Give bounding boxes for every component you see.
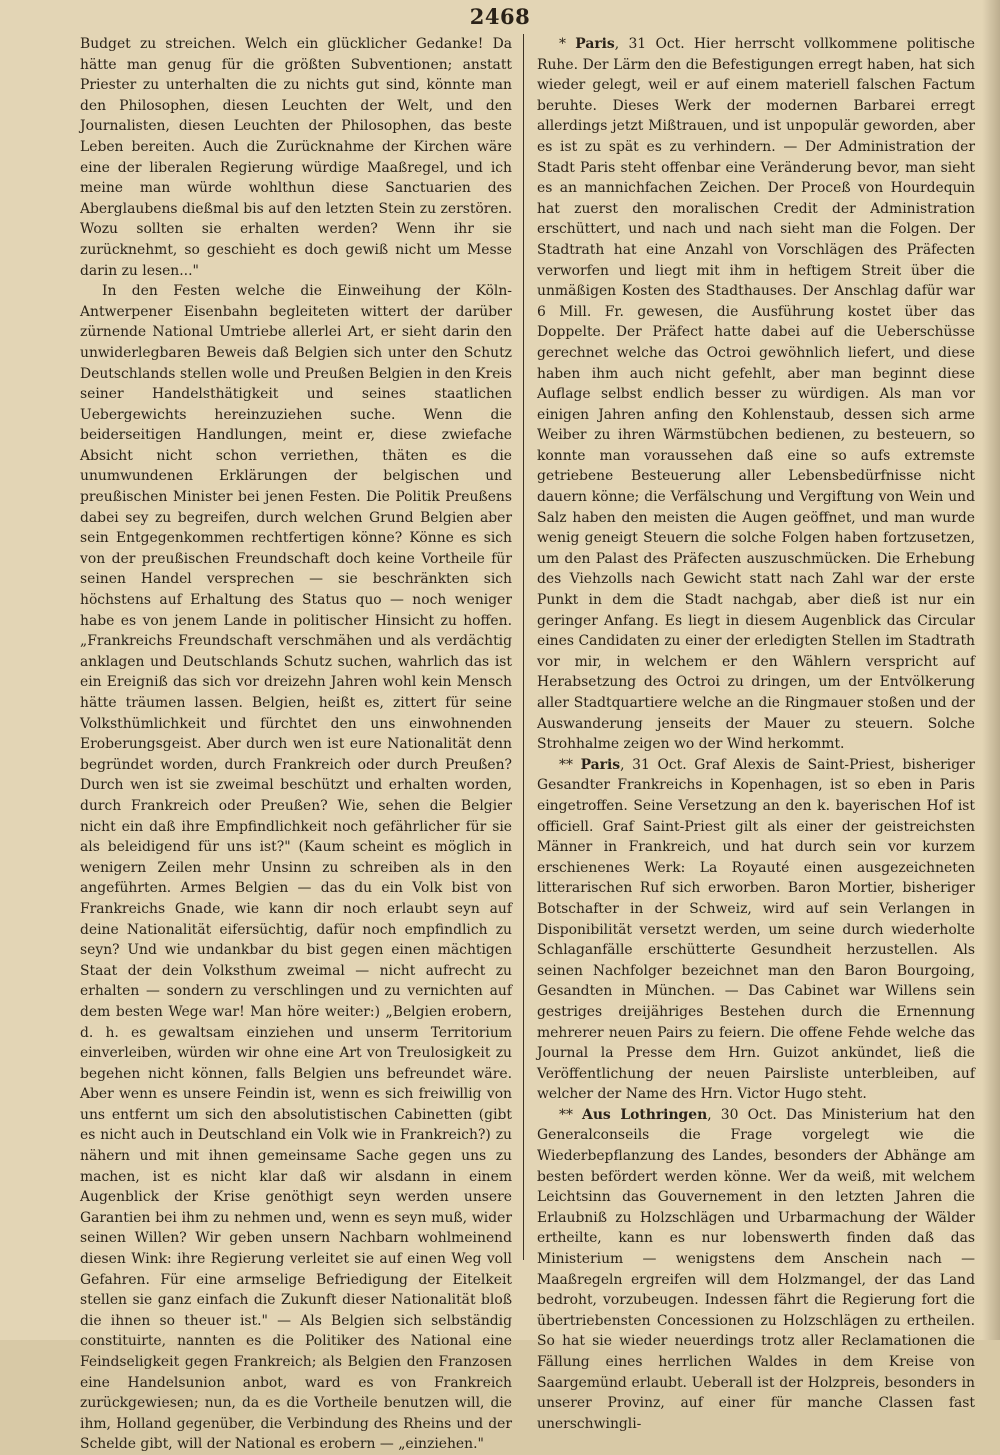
item-marker: * — [559, 36, 576, 52]
article-paragraph: In den Festen welche die Einweihung der Köln-Antwerpener Eisenbahn begleiteten wittert der darüber zürnende National Umtriebe allerlei Art, er sieht darin den unwiderlegbaren Beweis daß Belgien sich unter den Schutz Deutschlands stellen wolle und Preußen Belgien in den Kreis seiner Handelsthätigkeit und seines staatlichen Uebergewichts hereinzuziehen suche. Wenn die beiderseitigen Handlungen, meint er, diese zwiefache Absicht nicht schon verriethen, thäten es die unumwundenen Erklärungen der belgischen und preußischen Minister bei jenen Festen. Die Politik Preußens dabei sey zu begreifen, durch welchen Grund Belgien aber sein Entgegenkommen rechtfertigen könne? Könne es sich von der preußischen Freundschaft doch keine Vortheile für seinen Handel versprechen — sie beschränkten sich höchstens auf Erhaltung des Status quo — noch weniger habe es von jenem Lande in politischer Hinsicht zu hoffen. „Frankreichs Freundschaft verschmähen und als verdächtig anklagen und Deutschlands Schutz suchen, wahrlich das ist ein Ereigniß das sich vor dreizehn Jahren wohl kein Mensch hätte träumen lassen. Belgien, heißt es, zittert für seine Volksthümlichkeit und fürchtet den uns einwohnenden Eroberungsgeist. Aber durch wen ist eure Nationalität denn begründet worden, durch Frankreich oder durch Preußen? Durch wen ist sie zweimal beschützt und erhalten worden, durch Frankreich oder Preußen? Wie, sehen die Belgier nicht ein daß ihre Empfindlichkeit noch gefährlicher für sie als beleidigend für uns ist?" (Kaum scheint es möglich in wenigern Zeilen mehr Unsinn zu schreiben als in den angeführten. Armes Belgien — das du ein Volk bist von Frankreichs Gnade, wie kann dir noch erlaubt seyn auf deine Nationalität eifersüchtig, dafür noch empfindlich zu seyn? Und wie undankbar du bist gegen einen mächtigen Staat der dein Volksthum zweimal — nicht aufrecht zu erhalten — sondern zu verschlingen und zu vernichten auf dem besten Wege war! Man höre weiter:) „Belgien erobern, d. h. es gewaltsam einziehen und unserm Territorium einverleiben, würden wir ohne eine Art von Treulosigkeit zu begehen nicht können, falls Belgien uns befreundet wäre. Aber wenn es unsere Feindin ist, wenn es sich freiwillig von uns entfernt um sich den absolutistischen Cabinetten (gibt es nicht auch in Deutschland ein Volk wie in Frankreich?) zu nähern und mit ihnen gemeinsame Sache gegen uns zu machen, ist es nicht klar daß wir alsdann in einem Augenblick der Krise genöthigt seyn werden unsere Garantien bei ihm zu nehmen und, wenn es seyn muß, wider seinen Willen? Wir geben unsern Nachbarn wohlmeinend diesen Wink: ihre Regierung verleitet sie auf einen Weg voll Gefahren. Für eine armselige Befriedigung der Eitelkeit stellen sie ganz einfach die Zukunft dieser Nationalität bloß die ihnen so theuer ist." — Als Belgien sich selbständig constituirte, nannten es die Politiker des National eine Feindseligkeit gegen Frankreich; als Belgien den Franzosen eine Handelsunion anbot, ward es von Frankreich zurückgewiesen; nun, da es die Vortheile benutzen will, die ihm, Holland gegenüber, die Verbindung des Rheins und der Schelde gibt, will der National es erobern — „einziehen." — [80, 283, 512, 1453]
item-marker: ** — [559, 1106, 583, 1123]
item-date: , 30 Oct. — [707, 1106, 777, 1123]
article-continuation: Budget zu streichen. Welch ein glücklicher Gedanke! Da hätte man genug für die größten Subventionen; anstatt Priester zu unterhalten die zu nichts gut sind, könnte man den Philosophen, diesen Leuchten der Welt, und den Journalisten, diesen Leuchten der Philosophen, das beste Leben bereiten. Auch die Zurücknahme der Kirchen wäre eine der liberalen Regierung würdige Maaßregel, und ich meine man würde wohlthun diese Sanctuarien des Aberglaubens dießmal bis auf den letzten Stein zu zerstören. Wozu sollten sie erhalten werden? Wenn ihr sie zurücknehmt, so geschieht es doch gewiß nicht um Messe darin zu lesen..." — [80, 36, 512, 279]
item-dateline: Paris — [575, 36, 615, 52]
page-edge-shadow — [982, 0, 1000, 1340]
page-number: 2468 — [469, 4, 531, 29]
column-divider — [523, 34, 524, 1260]
item-text: Hier herrscht vollkommene politische Ruhe. Der Lärm den die Befestigungen erregt haben, hat sich wieder gelegt, weil er auf einem materiell falschen Factum beruhte. Dieses Werk der modernen Barbarei erregt allerdings jetzt Mißtrauen, und ist unpopulär geworden, aber es ist zu spät es zu verhindern. — Der Administration der Stadt Paris steht offenbar eine Veränderung bevor, man sieht es an mannichfachen Zeichen. Der Proceß von Hourdequin hat zuerst den moralischen Credit der Administration erschüttert, und nach und nach sieht man die Folgen. Der Stadtrath hat eine Anzahl von Vorschlägen des Präfecten verworfen und liegt mit ihm in heftigem Streit über die unmäßigen Kosten des Stadthauses. Der Anschlag dafür war 6 Mill. Fr. gewesen, die Ausführung kostet über das Doppelte. Der Präfect hatte dabei auf die Ueberschüsse gerechnet welche das Octroi gewöhnlich liefert, und diese haben ihm auch nicht gefehlt, aber man beginnt diese Auflage selbst endlich besser zu würdigen. Als man vor einigen Jahren anfing den Kohlenstaub, dessen sich arme Weiber zu ihren Wärmstübchen bedienen, zu besteuern, so konnte man voraussehen daß eine so aufs extremste getriebene Besteuerung aller Lebensbedürfnisse nicht dauern könne; die Verfälschung und Vergiftung von Wein und Salz haben den meisten die Augen geöffnet, und man wurde wenig geneigt Steuern die solche Folgen haben fortzusetzen, um den Palast des Präfecten auszuschmücken. Die Erhebung des Viehzolls nach Gewicht statt nach Zahl war der erste Punkt in dem die Stadt nachgab, aber dieß ist nur ein geringer Anfang. Es liegt in diesem Augenblick das Circular eines Candidaten zu einer der erledigten Stellen im Stadtrath vor mir, in welchem er den Wählern verspricht auf Herabsetzung des Octroi zu dringen, um der Entvölkerung aller Stadtquartiere welche an die Ringmauer stoßen und der Auswanderung jenseits der Mauer zu steuern. Solche Strohhalme zeigen wo der Wind herkommt. — [537, 36, 975, 753]
item-date: , 31 Oct. — [620, 756, 687, 773]
item-text: Graf Alexis de Saint-Priest, bisheriger Gesandter Frankreichs in Kopenhagen, ist so eben in Paris eingetroffen. Seine Versetzung an den k. bayerischen Hof ist officiell. Graf Saint-Priest gilt als einer der geistreichsten Männer in Frankreich, und hat durch sein vor kurzem erschienenes Werk: La Royauté einen ausgezeichneten litterarischen Ruf sich erworben. Baron Mortier, bisheriger Botschafter in der Schweiz, wird auf sein Verlangen in Disponibilität versetzt werden, um seine durch wiederholte Schlaganfälle erschütterte Gesundheit herzustellen. Als seinen Nachfolger bezeichnet man den Baron Bourgoing, Gesandten in München. — Das Cabinet war Willens sein gestriges dreijähriges Bestehen durch die Ernennung mehrerer neuen Pairs zu feiern. Die offene Fehde welche das Journal la Presse dem Hrn. Guizot ankündet, ließ die Veröffentlichung der neuen Pairsliste unterbleiben, auf welcher der Name des Hrn. Victor Hugo steht. — [537, 756, 976, 1103]
item-marker: ** — [559, 756, 581, 773]
news-item-lothringen — [537, 1105, 975, 1435]
news-item-paris-1 — [537, 34, 975, 755]
news-item-paris-2 — [537, 755, 975, 1105]
left-column — [80, 34, 512, 1455]
item-dateline: Paris — [580, 756, 621, 773]
right-column — [537, 34, 975, 1434]
item-text: Das Ministerium hat den Generalconseils die Frage vorgelegt wie die Wiederbepflanzung des Landes, besonders der Abhänge am besten befördert werden könne. Wer da weiß, mit welchem Leichtsinn das Gouvernement in den letzten Jahren die Erlaubniß zu Holzschlägen und Urbarmachung der Wälder ertheilte, kann es nur lobenswerth finden daß das Ministerium — wenigstens dem Anschein nach — Maaßregeln ergreifen will dem Holzmangel, der das Land bedroht, vorzubeugen. Indessen fährt die Regierung fort die übertriebensten Concessionen zu Holzschlägen zu ertheilen. So hat sie wieder neuerdings trotz aller Reclamationen die Fällung eines herrlichen Waldes in dem Kreise von Saargemünd erlaubt. Ueberall ist der Holzpreis, besonders in unserer Provinz, auf einer für manche Classen fast unerschwingli- — [537, 1106, 975, 1432]
item-dateline: Aus Lothringen — [582, 1106, 708, 1123]
item-date: , 31 Oct. — [614, 36, 685, 52]
